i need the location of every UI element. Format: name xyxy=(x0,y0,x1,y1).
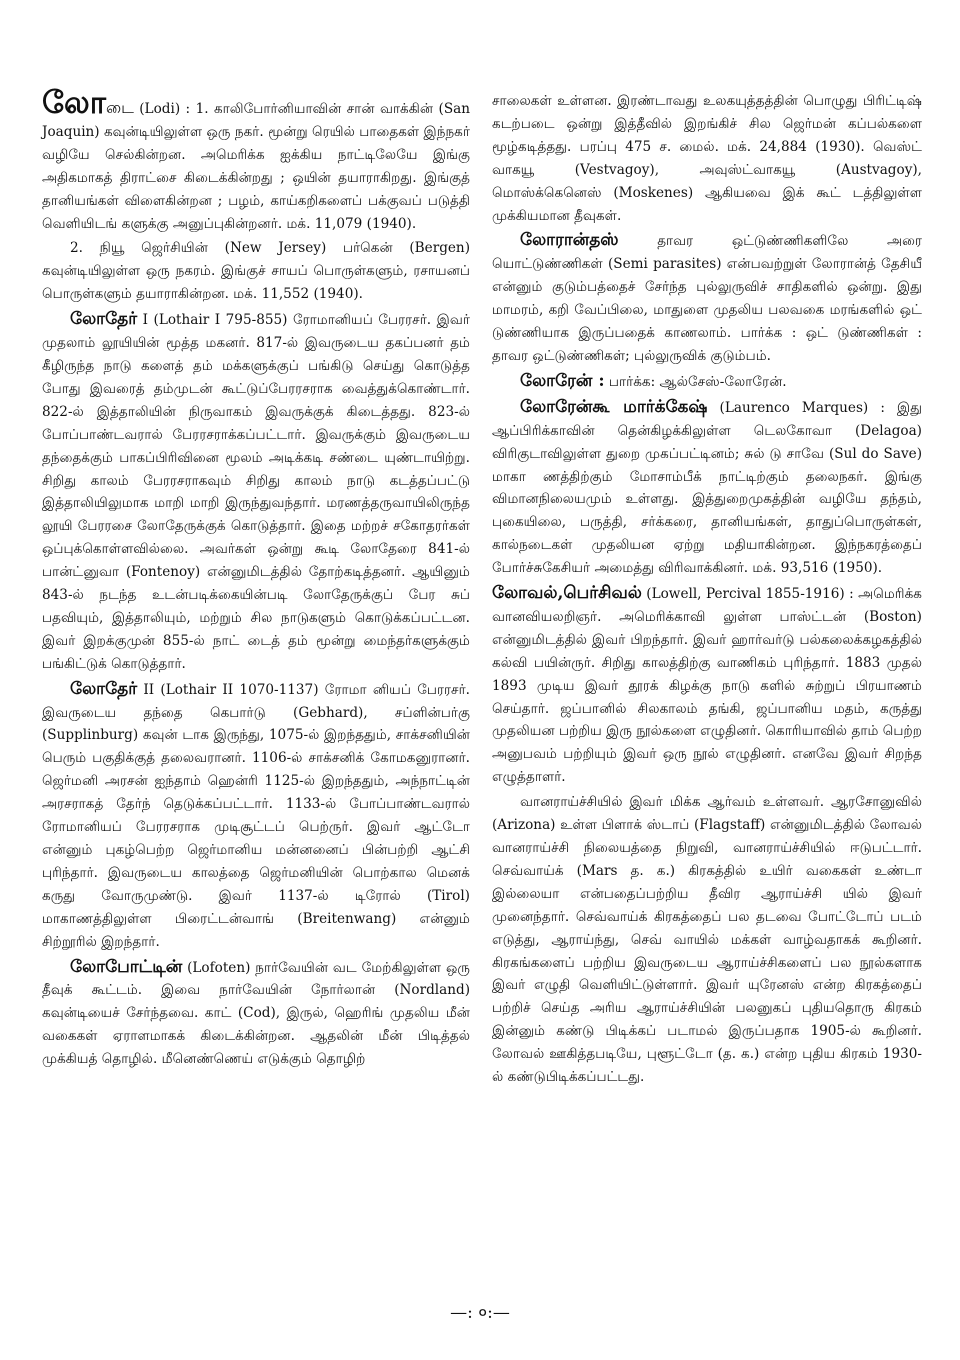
entry-text: தாவர ஒட்டுண்ணிகளிலே அரை யொட்டுண்ணிகள் (Semi parasites) என்பவற்றுள் லோரான்த் தேசியீ என்னும் குடும்பத்தைச் சேர்ந்த புல்லுருவிச் சாதிகளில் ஒன்று. இது மாமரம், கறி வேப்பிலை, மாதுளை முதலிய பலவகை மரங்களில் ஒட் டுண்ணியாக இருப்பதைக் காணலாம். பார்க்க : ஒட் டுண்ணிகள் : தாவர ஒட்டுண்ணிகள்; புல்லுருவிக் குடும்பம். xyxy=(492,233,922,364)
page-footer: —: ०:— xyxy=(450,1303,510,1323)
right-column xyxy=(492,90,922,1089)
headword-lodi: லோ xyxy=(42,85,106,121)
entry-text: பார்க்க: ஆல்சேஸ்-லோரேன். xyxy=(604,373,787,390)
entry-text: வானராய்ச்சியில் இவர் மிக்க ஆர்வம் உள்ளவர். ஆரசோனுவில் (Arizona) உள்ள பிளாக் ஸ்டாப் (Flagstaff) என்னுமிடத்தில் லோவல் வானராய்ச்சி நிலையத்தை நிறுவி, வானராய்ச்சியில் ஈடுபட்டார். செவ்வாய்க் (Mars த. க.) கிரகத்தில் உயிர் வகைகள் உண்டா இல்லையா என்பதைப்பற்றிய தீவிர ஆராய்ச்சி யில் இவர் முனைந்தார். செவ்வாய்க் கிரகத்தைப் பல தடவை போட்டோப் படம் எடுத்து, ஆராய்ந்து, செவ் வாயில் மக்கள் வாழ்வதாகக் கூறினர். கிரகங்களைப் பற்றிய இவருடைய ஆராய்ச்சிகளைப் பல நூல்களாக இவர் எழுதி வெளியிட்டுள்ளார். இவர் யுரேனஸ் என்ற கிரகத்தைப் பற்றிச் செய்த அரிய ஆராய்ச்சியின் பலனுகப் புதியதொரு கிரகம் இன்னும் கண்டு பிடிக்கப் படாமல் இருப்பதாக 1905-ல் கூறினர். லோவல் ஊகித்தபடியே, புளூட்டோ (த. க.) என்ற புதிய கிரகம் 1930-ல் கண்டுபிடிக்கப்பட்டது. xyxy=(492,794,922,1086)
headword-lourenco-marques: லோரேன்கூ மார்க்கேஷ் xyxy=(520,396,708,417)
entry-text: II (Lothair II 1070-1137) ரோமா னியப் பேரரசர். இவருடைய தந்தை கெபார்டு (Gebhard), சப்ளின்பர்கு (Supplinburg) கவுன் டாக இருந்து, 1075-ல் இறந்ததும், சாக்சனியின் பெரும் பகுதிக்குத் தலைவரானர். 1106-ல் சாக்சனிக் கோமகனுரானர். ஜெர்மனி அரசன் ஐந்தாம் ஹென்ரி 1125-ல் இறந்ததும், அந்நாட்டின் அரசராகத் தேர்ந் தெடுக்கப்பட்டார். 1133-ல் போப்பாண்டவரால் ரோமானியப் பேரரசராக முடிசூட்டப் பெற்ருர். இவர் ஆட்டோ என்னும் புகழ்பெற்ற ஜெர்மானிய மன்னனைப் பின்பற்றி ஆட்சி புரிந்தார். இவருடைய காலத்தை ஜெர்மனியின் பொற்கால மெனக் கருது வோருமுண்டு. இவர் 1137-ல் டிரோல் (Tirol) மாகாணத்திலுள்ள பிரைட்டன்வாங் (Breitenwang) என்னும் சிற்றூரில் இறந்தார். xyxy=(42,681,470,950)
entry-text: 2. நியூ ஜெர்சியின் (New Jersey) பர்கென் (Bergen) கவுன்டியிலுள்ள ஒரு நகரம். இங்குச் சாயப் பொருள்களும், ரசாயனப் பொருள்களும் தயாராகின்றன. மக். 11,552 (1940). xyxy=(42,240,470,303)
entry-text: (Lodi) : 1. காலிபோர்னியாவின் சான் வாக்கின் (San Joaquin) கவுன்டியிலுள்ள ஒரு நகர். மூன்று ரெயில் பாதைகள் இந்நகர் வழியே செல்கின்றன. அமெரிக்க ஐக்கிய நாட்டிலேயே இங்கு அதிகமாகத் திராட்சை கிடைக்கின்றது ; ஒயின் தயாராகிறது. இங்குத் தானியங்கள் விளைகின்றன ; பழம், காய்கறிகளைப் பக்குவப் படுத்தி வெளியிடங் களுக்கு அனுப்புகின்றனர். மக். 11,079 (1940). xyxy=(42,101,470,232)
headword-lofoten: லோபோட்டின் xyxy=(70,956,183,977)
entry-lowell-2 xyxy=(492,791,922,1089)
headword-lodi-rest: டை xyxy=(105,98,134,117)
headword-loranthus: லோரான்தஸ் xyxy=(520,230,619,251)
headword-lowell: லோவல்,பெர்சிவல் xyxy=(492,583,642,604)
left-column xyxy=(42,85,470,1071)
headword-lothair-ii: லோதேர் xyxy=(70,678,138,699)
entry-lorraine xyxy=(492,370,922,394)
entry-lothair-ii xyxy=(42,678,470,954)
entry-text: I (Lothair I 795-855) ரோமானியப் பேரரசர். இவர் முதலாம் லூயியின் மூத்த மகனர். 817-ல் இவருடைய தகப்பனர் தம் கீழிருந்த நாடு களைத் தம் மக்களுக்குப் பங்கிடு செய்து கொடுத்த போது இவரைத் தம்முடன் கூட்டுப்பேரரசராக வைத்துக்கொண்டார். 822-ல் இத்தாலியின் நிருவாகம் இவருக்குக் கிடைத்தது. 823-ல் போப்பாண்டவரால் பேரரசராக்கப்பட்டார். இவருக்கும் இவருடைய தந்தைக்கும் பாகப்பிரிவினை மூலம் அடிக்கடி சண்டை யுண்டாயிற்று. சிறிது காலம் பேரரசராகவும் சிறிது காலம் நாடு கடத்தப்பட்டு இத்தாலியிலுமாக மாறி மாறி இருந்துவந்தார். மரணத்தருவாயிலிருந்த லூயி பேரரசை லோதேருக்குக் கொடுத்தார். இதை மற்றச் சகோதரர்கள் ஒப்புக்கொள்ளவில்லை. அவர்கள் ஒன்று கூடி லோதேரை 841-ல் பான்ட்னுவா (Fontenoy) என்னுமிடத்தில் தோற்கடித்தனர். ஆயினும் 843-ல் நடந்த உடன்படிக்கையின்படி லோதேருக்குப் பேர சுப் பதவியும், இத்தாலியும், மற்றும் சில நாடுகளும் கொடுக்கப்பட்டன. இவர் இறக்குமுன் 855-ல் நாட் டைத் தம் மூன்று மைந்தர்களுக்கும் பங்கிட்டுக் கொடுத்தார். xyxy=(42,312,470,672)
entry-text: (Laurenco Marques) : இது ஆப்பிரிக்காவின் தென்கிழக்கிலுள்ள டெலகோவா (Delagoa) விரிகுடாவிலுள்ள துறை முகப்பட்டினம்; சுல் டு சாவே (Sul do Save) மாகா ணத்திற்கும் மோசாம்பீக் நாட்டிற்கும் தலைநகர். இங்கு விமானநிலையமும் உள்ளது. இத்துறைமுகத்தின் வழியே தந்தம், புகையிலை, பருத்தி, சர்க்கரை, தானியங்கள், தாதுப்பொருள்கள், கால்நடைகள் முதலியன ஏற்று மதியாகின்றன. இந்நகரத்தைப் போர்ச்சுகேசியர் அமைத்து விரிவாக்கினர். மக். 93,516 (1950). xyxy=(492,399,923,577)
entry-lothair-i xyxy=(42,308,470,676)
entry-text: சாலைகள் உள்ளன. இரண்டாவது உலகயுத்தத்தின் பொழுது பிரிட்டிஷ் கடற்படை ஒன்று இத்தீவில் இறங்கிச் சில ஜெர்மன் கப்பல்களை மூழ்கடித்தது. பரப்பு 475 ச. மைல். மக். 24,884 (1930). வெஸ்ட் வாகயூ (Vestvagoy), அவுஸ்ட்வாகயூ (Austvagoy), மொஸ்க்கெனெஸ் (Moskenes) ஆகியவை இக் கூட் டத்திலுள்ள முக்கியமான தீவுகள். xyxy=(492,93,922,224)
headword-lorraine: லோரேன் : xyxy=(520,370,605,391)
entry-text: (Lowell, Percival 1855-1916) : அமெரிக்க வானவியலறிஞர். அமெரிக்காவி லுள்ள பாஸ்ட்டன் (Boston) என்னுமிடத்தில் இவர் பிறந்தார். இவர் ஹார்வர்டு பல்கலைக்கழகத்தில் கல்வி பயின்ருர். சிறிது காலத்திற்கு வாணிகம் புரிந்தார். 1883 முதல் 1893 முடிய இவர் தூரக் கிழக்கு நாடு களில் சுற்றுப் பிரயாணம் செய்தார். ஜப்பானில் சிலகாலம் தங்கி, ஜப்பானிய மதம், கருத்து முதலியன பற்றிய இரு நூல்களை எழுதினர். கொரியாவில் தாம் பெற்ற அனுபவம் பற்றியும் இவர் ஒரு நூல் எழுதினர். எனவே இவர் சிறந்த எழுத்தாளர். xyxy=(492,586,922,786)
headword-lothair-i: லோதேர் xyxy=(70,309,138,330)
entry-text: (Lofoten) நார்வேயின் வட மேற்கிலுள்ள ஒரு தீவுக் கூட்டம். இவை நார்வேயின் நோர்லான் (Nordland) கவுன்டியைச் சேர்ந்தவை. காட் (Cod), இருல், ஹெரிங் முதலிய மீன் வகைகள் ஏராளமாகக் கிடைக்கின்றன. ஆதலின் மீன் பிடித்தல் முக்கியத் தொழில். மீனெண்ணெய் எடுக்கும் தொழிற் xyxy=(42,959,470,1068)
entry-lofoten xyxy=(42,956,470,1072)
entry-lofoten-cont xyxy=(492,90,922,227)
entry-lodi xyxy=(42,85,470,235)
entry-lodi-2 xyxy=(42,237,470,306)
entry-lourenco-marques xyxy=(492,396,922,580)
entry-loranthus xyxy=(492,229,922,367)
entry-lowell xyxy=(492,582,922,789)
